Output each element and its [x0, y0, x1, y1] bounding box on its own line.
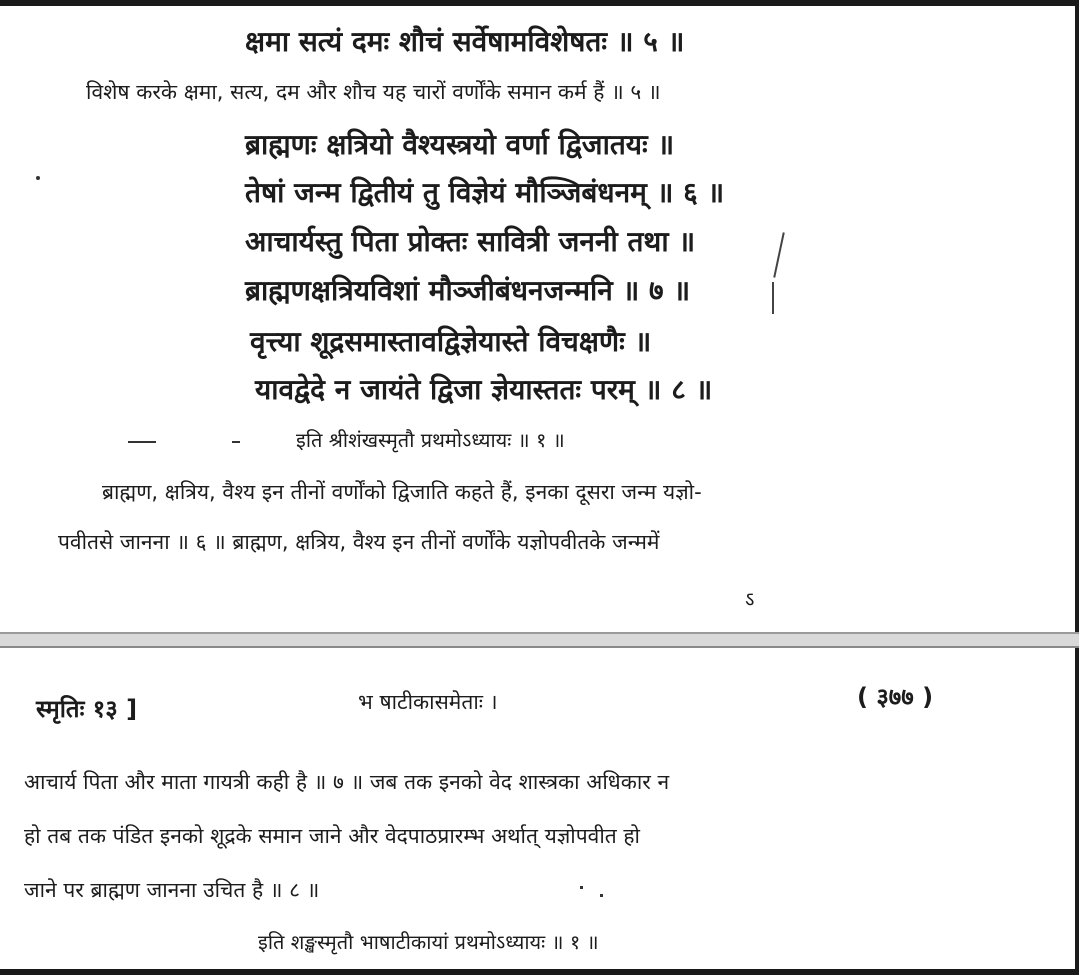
verse-6a: ब्राह्मणः क्षत्रियो वैश्यस्त्रयो वर्णा द्विजातयः ॥	[245, 128, 675, 161]
verse-5: क्षमा सत्यं दमः शौचं सर्वेषामविशेषतः ॥ ५ ॥	[245, 25, 685, 58]
translation-6-line1: ब्राह्मण, क्षत्रिय, वैश्य इन तीनों वर्णोंको द्विजाति कहते हैं, इनका दूसरा जन्म यज्ञो-	[102, 480, 702, 504]
translation-5: विशेष करके क्षमा, सत्य, दम और शौच यह चारों वर्णोंके समान कर्म हैं ॥ ५ ॥	[86, 80, 661, 104]
verse-8a: वृत्त्या शूद्रसमास्तावद्विज्ञेयास्ते विचक्षणैः ॥	[250, 325, 652, 358]
page-number: ( ३७७ )	[857, 683, 934, 711]
ink-speck	[36, 176, 40, 180]
page-top-edge	[0, 0, 1079, 6]
verse-8b: यावद्वेदे न जायंते द्विजा ज्ञेयास्ततः परम् ॥ ८ ॥	[255, 373, 713, 406]
header-center: भ षाटीकासमेताः ।	[358, 690, 498, 714]
ink-speck	[580, 886, 583, 889]
ink-dash	[232, 441, 240, 443]
page-right-edge	[1075, 0, 1079, 975]
margin-pencil-mark	[772, 282, 774, 314]
translation-6-line2: पवीतसे जानना ॥ ६ ॥ ब्राह्मण, क्षत्रिय, वैश्य इन तीनों वर्णोंके यज्ञोपवीतके जन्ममें	[58, 530, 660, 554]
colophon-sanskrit: इति श्रीशंखस्मृतौ प्रथमोऽध्यायः ॥ १ ॥	[296, 428, 565, 452]
colophon-hindi: इति शङ्खस्मृतौ भाषाटीकायां प्रथमोऽध्यायः ॥ १ ॥	[258, 930, 599, 954]
catchword: ऽ	[745, 587, 755, 611]
verse-6b: तेषां जन्म द्वितीयं तु विज्ञेयं मौञ्जिबंधनम् ॥ ६ ॥	[245, 176, 725, 209]
ink-dash	[128, 441, 156, 443]
verse-7a: आचार्यस्तु पिता प्रोक्तः सावित्री जननी तथा ॥	[245, 225, 696, 258]
translation-bottom-line3: जाने पर ब्राह्मण जानना उचित है ॥ ८ ॥	[24, 878, 320, 902]
margin-pencil-mark	[773, 232, 785, 277]
verse-7b: ब्राह्मणक्षत्रियविशां मौञ्जीबंधनजन्मनि ॥ ७ ॥	[245, 274, 691, 307]
header-left: स्मृतिः १३ ]	[36, 695, 138, 723]
page-separator	[0, 632, 1079, 648]
page-bottom-edge	[0, 969, 1079, 975]
translation-bottom-line2: हो तब तक पंडित इनको शूद्रके समान जाने और वेदपाठप्रारम्भ अर्थात् यज्ञोपवीत हो	[24, 824, 641, 848]
ink-speck	[600, 894, 603, 897]
translation-bottom-line1: आचार्य पिता और माता गायत्री कही है ॥ ७ ॥ जब तक इनको वेद शास्त्रका अधिकार न	[24, 770, 670, 794]
